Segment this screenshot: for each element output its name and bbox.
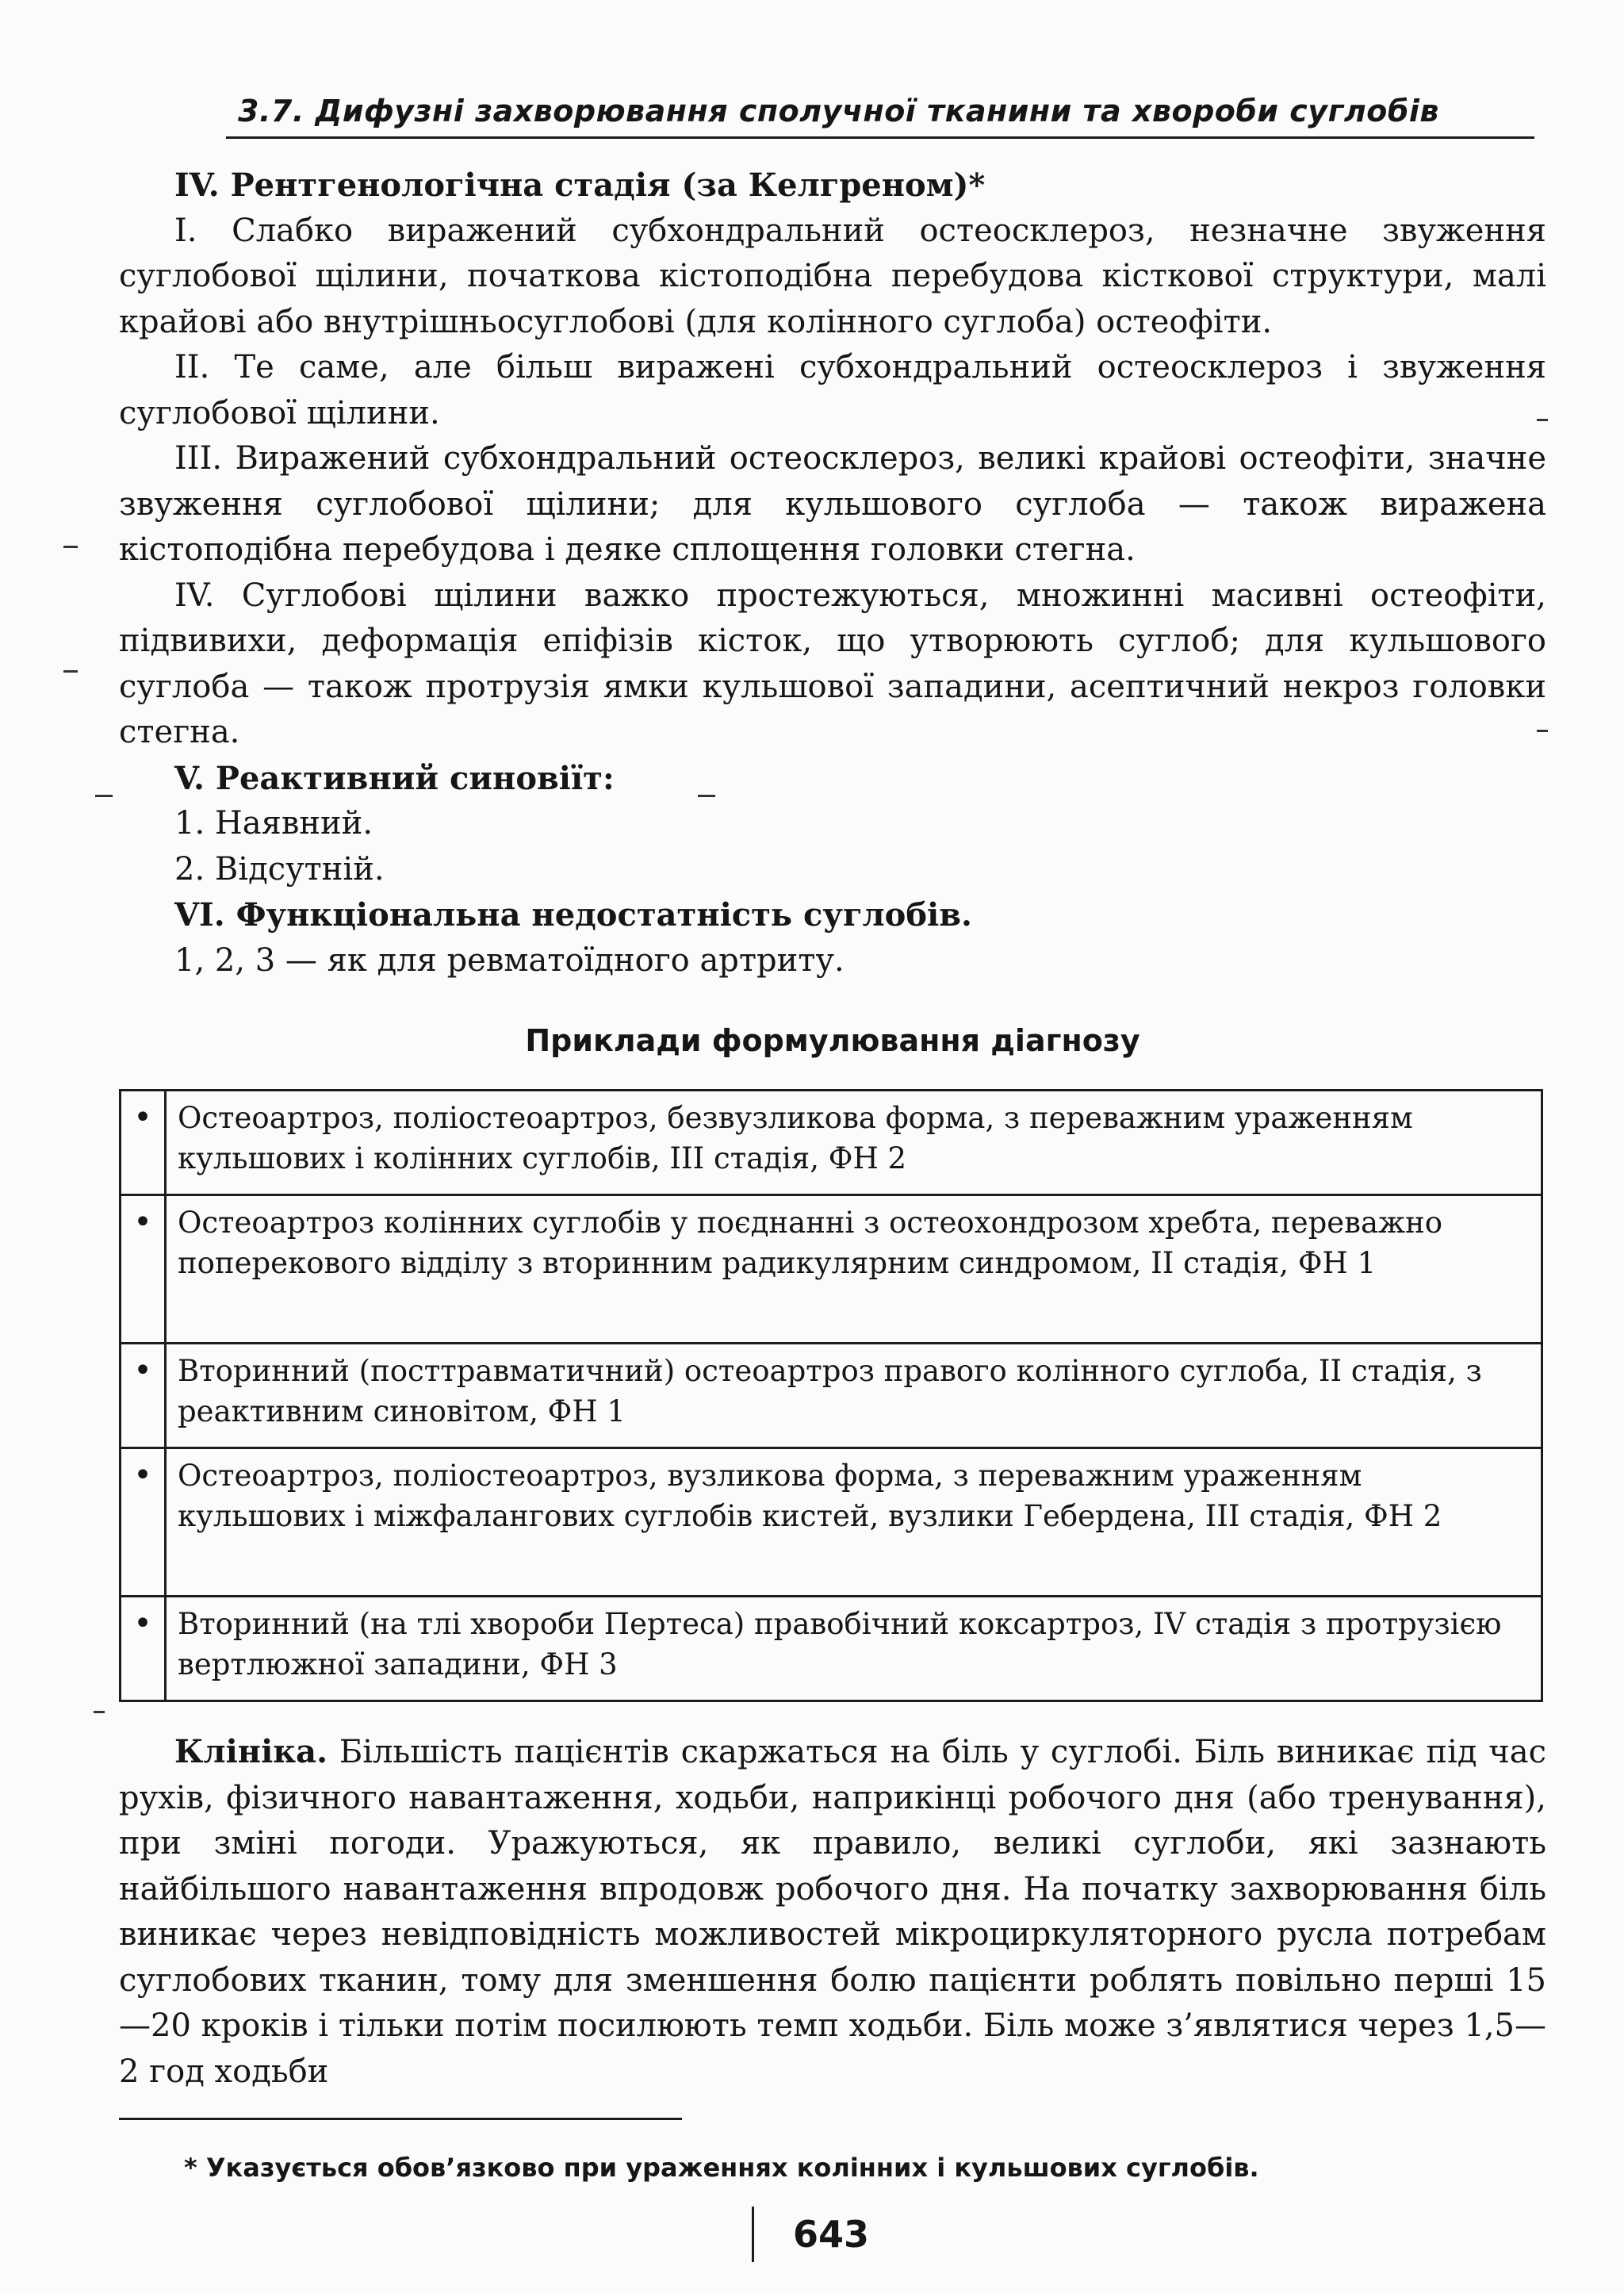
diagnosis-example: Остеоартроз, поліостеоартроз, вузликова форма, з переважним ураженням кульшових і міжфалангових суглобів кистей, вузлики Гебердена, III стадія, ФН 2 [166, 1448, 1542, 1597]
synovitis-item-2: 2. Відсутній. [174, 850, 385, 888]
main-text [119, 163, 1546, 984]
margin-tick [63, 670, 78, 673]
running-header: 3.7. Дифузні захворювання сполучної тканини та хвороби суглобів [238, 94, 1439, 128]
margin-tick [95, 795, 113, 797]
table-row [121, 1448, 1542, 1597]
functional-text: 1, 2, 3 — як для ревматоїдного артриту. [174, 941, 845, 979]
clinic-section [119, 1729, 1546, 2095]
margin-tick [94, 1711, 105, 1713]
footnote: * Указується обов’язково при ураженнях колінних і кульшових суглобів. [184, 2153, 1259, 2183]
table-row [121, 1597, 1542, 1701]
footnote-rule [119, 2118, 682, 2120]
bullet: • [121, 1195, 166, 1344]
section-heading-functional: VI. Функціональна недостатність суглобів. [174, 896, 972, 934]
clinic-label: Клініка. [174, 1733, 327, 1770]
table-row [121, 1195, 1542, 1344]
stage-item-4: IV. Суглобові щілини важко простежуються, множинні масивні остеофіти, підвивихи, деформація епіфізів кісток, що утворюють суглоб; для кульшового суглоба — також протрузія ямки кульшової западини, асептичний некроз головки стегна. [119, 577, 1546, 750]
header-rule [226, 136, 1534, 139]
stage-item-2: II. Те саме, але більш виражені субхондральний остеосклероз і звуження суглобової щілини. [119, 349, 1546, 431]
page-number-rule [752, 2207, 754, 2262]
stage-item-3: III. Виражений субхондральний остеосклероз, великі крайові остеофіти, значне звуження суглобової щілини; для кульшового суглоба — також виражена кістоподібна перебудова і деяке сплощення головки стегна. [119, 440, 1546, 568]
bullet: • [121, 1344, 166, 1448]
diagnosis-example: Вторинний (посттравматичний) остеоартроз правого колінного суглоба, II стадія, з реактивним синовітом, ФН 1 [166, 1344, 1542, 1448]
table-title: Приклади формулювання діагнозу [525, 1023, 1140, 1058]
table-row [121, 1344, 1542, 1448]
diagnosis-example: Остеоартроз колінних суглобів у поєднанні з остеохондрозом хребта, переважно поперекового відділу з вторинним радикулярним синдромом, II стадія, ФН 1 [166, 1195, 1542, 1344]
margin-tick [63, 546, 78, 548]
section-heading-stage-iv: IV. Рентгенологічна стадія (за Келгреном)* [174, 167, 986, 204]
clinic-text: Більшість пацієнтів скаржаться на біль у суглобі. Біль виникає під час рухів, фізичного навантаження, ходьби, наприкінці робочого дня (або тренування), при зміні погоди. Уражуються, як правило, великі суглоби, які зазнають найбільшого навантаження впродовж робочого дня. На початку захворювання біль виникає через невідповідність можливостей мікроциркуляторного русла потребам суглобових тканин, тому для зменшення болю пацієнти роблять повільно перші 15—20 кроків і тільки потім посилюють темп ходьби. Біль може з’являтися через 1,5—2 год ходьби [119, 1734, 1547, 2090]
bullet: • [121, 1091, 166, 1195]
table-row [121, 1091, 1542, 1195]
page-number: 643 [793, 2213, 870, 2256]
bullet: • [121, 1597, 166, 1701]
diagnosis-table [119, 1089, 1543, 1702]
section-heading-synovitis: V. Реактивний синовіїт: [174, 759, 615, 797]
clinic-paragraph [119, 1729, 1546, 2095]
bullet: • [121, 1448, 166, 1597]
stage-item-1: I. Слабко виражений субхондральний остеосклероз, незначне звуження суглобової щілини, початкова кістоподібна перебудова кісткової структури, малі крайові або внутрішньосуглобові (для колінного суглоба) остеофіти. [119, 212, 1546, 340]
diagnosis-example: Остеоартроз, поліостеоартроз, безвузликова форма, з переважним ураженням кульшових і колінних суглобів, III стадія, ФН 2 [166, 1091, 1542, 1195]
synovitis-item-1: 1. Наявний. [174, 805, 373, 842]
diagnosis-example: Вторинний (на тлі хвороби Пертеса) правобічний коксартроз, IV стадія з протрузією вертлюжної западини, ФН 3 [166, 1597, 1542, 1701]
